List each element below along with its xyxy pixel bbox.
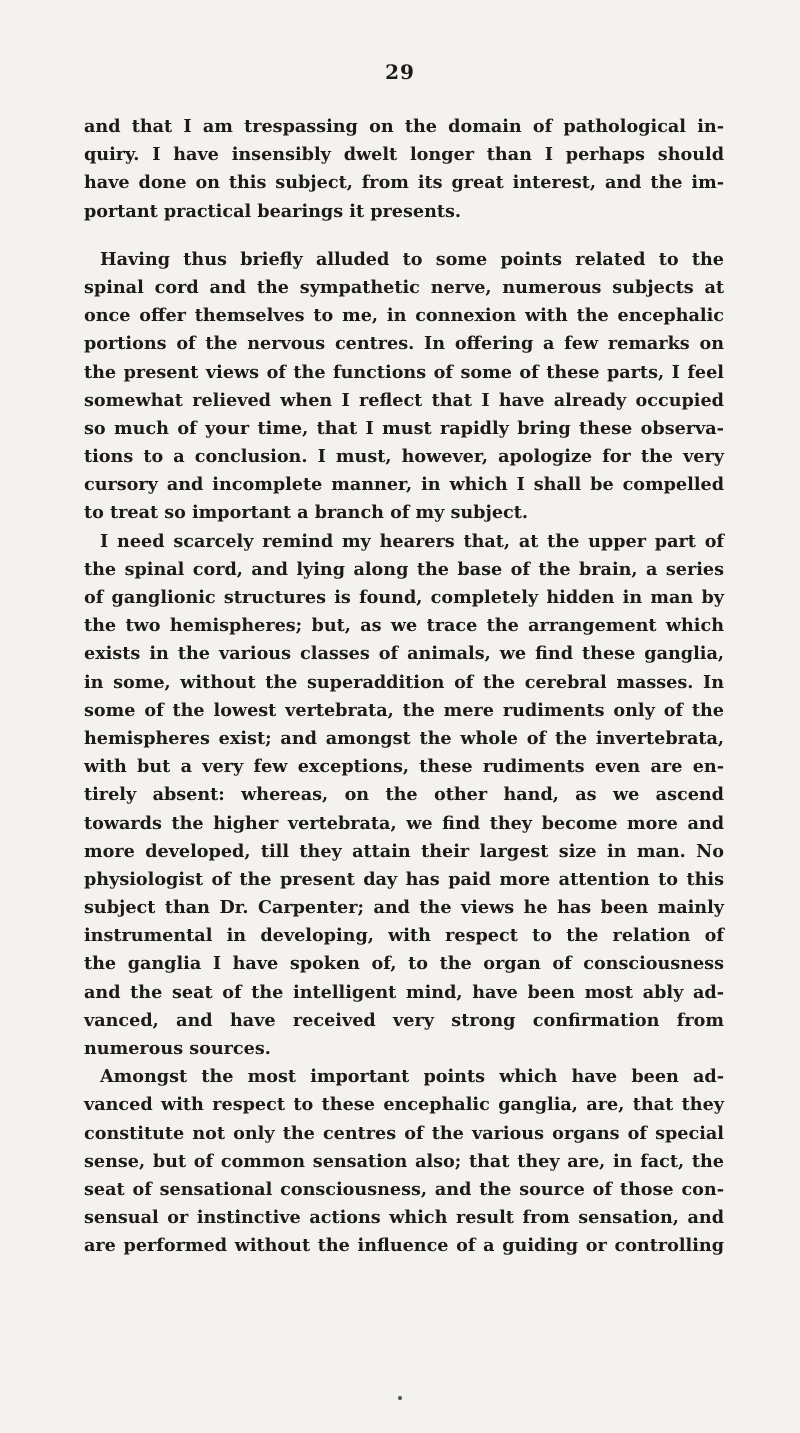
- text-line: subject than Dr. Carpenter; and the views he has been mainly: [84, 897, 724, 919]
- text-line: sensual or instinctive actions which result from sensation, and: [84, 1207, 724, 1229]
- text-line: instrumental in developing, with respect to the relation of: [84, 925, 724, 947]
- page-number: 29: [385, 60, 415, 84]
- text-line: in some, without the superaddition of the cerebral masses. In: [84, 671, 724, 693]
- text-line: have done on this subject, from its great interest, and the im-: [84, 172, 724, 194]
- text-line: physiologist of the present day has paid more attention to this: [84, 868, 724, 890]
- text-line: cursory and incomplete manner, in which I shall be compelled: [84, 474, 724, 496]
- text-line: are performed without the influence of a guiding or controlling: [84, 1235, 724, 1257]
- text-line: so much of your time, that I must rapidly bring these observa-: [84, 417, 724, 439]
- paragraph: [84, 246, 724, 528]
- text-line: sense, but of common sensation also; that they are, in fact, the: [84, 1150, 724, 1172]
- text-line: the two hemispheres; but, as we trace the arrangement which: [84, 615, 724, 637]
- text-line: more developed, till they attain their largest size in man. No: [84, 840, 724, 862]
- text-line: towards the higher vertebrata, we find they become more and: [84, 812, 724, 834]
- text-line: and that I am trespassing on the domain of pathological in-: [84, 116, 724, 137]
- text-line: once offer themselves to me, in connexion with the encephalic: [84, 305, 724, 327]
- paragraph: [84, 528, 724, 1064]
- text-line: exists in the various classes of animals, we find these ganglia,: [84, 643, 724, 665]
- print-speck: [398, 1396, 402, 1400]
- text-line: portant practical bearings it presents.: [84, 200, 462, 222]
- text-line: quiry. I have insensibly dwelt longer than I perhaps should: [84, 144, 724, 166]
- text-line: Amongst the most important points which have been ad-: [100, 1066, 724, 1088]
- text-line: hemispheres exist; and amongst the whole of the invertebrata,: [84, 727, 724, 749]
- text-line: the spinal cord, and lying along the base of the brain, a series: [84, 558, 724, 580]
- text-line: I need scarcely remind my hearers that, at the upper part of: [100, 530, 724, 552]
- text-line: and the seat of the intelligent mind, have been most ably ad-: [84, 981, 724, 1003]
- text-line: spinal cord and the sympathetic nerve, numerous subjects at: [84, 276, 724, 298]
- text-line: of ganglionic structures is found, completely hidden in man by: [84, 587, 724, 608]
- text-line: somewhat relieved when I reflect that I have already occupied: [84, 389, 724, 411]
- text-line: tions to a conclusion. I must, however, apologize for the very: [84, 446, 724, 468]
- text-line: portions of the nervous centres. In offering a few remarks on: [84, 333, 724, 355]
- paragraph-gap: [84, 226, 724, 246]
- text-line: to treat so important a branch of my subject.: [84, 502, 529, 524]
- text-line: with but a very few exceptions, these rudiments even are en-: [84, 756, 724, 778]
- text-line: some of the lowest vertebrata, the mere rudiments only of the: [84, 699, 724, 721]
- text-line: tirely absent: whereas, on the other hand, as we ascend: [84, 784, 724, 806]
- text-line: vanced with respect to these encephalic ganglia, are, that they: [84, 1094, 724, 1116]
- text-line: numerous sources.: [84, 1038, 271, 1059]
- text-line: Having thus briefly alluded to some points related to the: [100, 248, 724, 270]
- text-line: seat of sensational consciousness, and the source of those con-: [84, 1178, 724, 1200]
- text-line: vanced, and have received very strong confirmation from: [84, 1009, 724, 1031]
- text-line: the present views of the functions of some of these parts, I feel: [84, 361, 724, 383]
- body-text: [84, 113, 724, 1261]
- paragraph: [84, 1063, 724, 1260]
- paragraph: [84, 113, 724, 226]
- text-line: the ganglia I have spoken of, to the organ of consciousness: [84, 953, 724, 975]
- text-line: constitute not only the centres of the various organs of special: [84, 1122, 724, 1144]
